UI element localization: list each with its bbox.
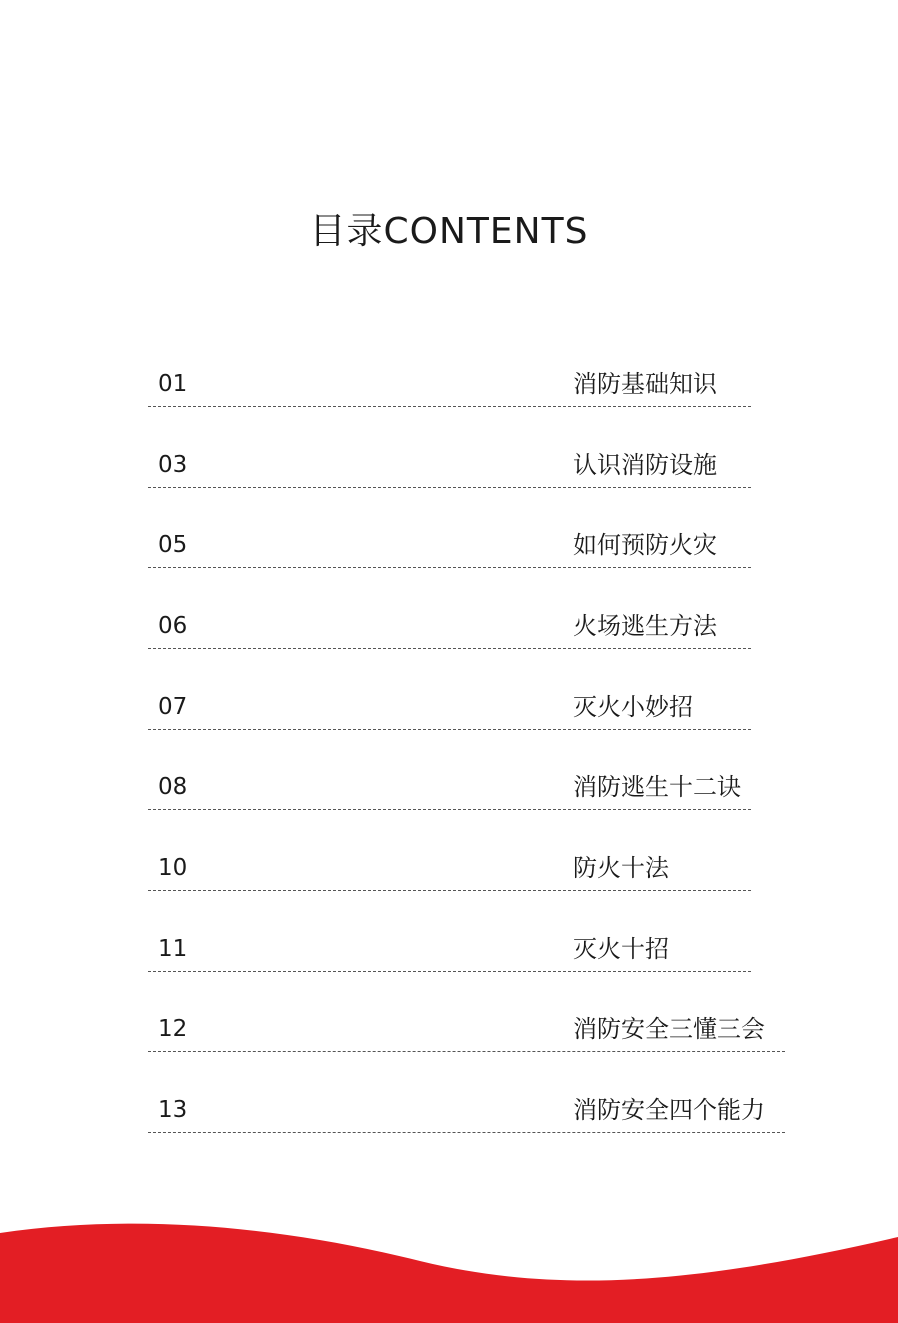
page-title: 目录CONTENTS <box>309 211 589 252</box>
dashed-divider <box>148 648 751 649</box>
dashed-divider <box>148 971 751 972</box>
toc-page-number: 03 <box>158 452 188 478</box>
toc-page-number: 07 <box>158 694 188 720</box>
toc-entry[interactable] <box>148 1095 785 1139</box>
dashed-divider <box>148 890 751 891</box>
toc-entry[interactable] <box>148 934 751 978</box>
dashed-divider <box>148 729 751 730</box>
toc-entry[interactable] <box>148 611 751 655</box>
dashed-divider <box>148 406 751 407</box>
toc-entry[interactable] <box>148 853 751 897</box>
wave-shape <box>0 1224 898 1323</box>
toc-entry-title: 火场逃生方法 <box>573 612 717 640</box>
toc-page-number: 11 <box>158 936 188 962</box>
toc-page-number: 08 <box>158 774 188 800</box>
toc-entry[interactable] <box>148 1014 785 1058</box>
toc-entry[interactable] <box>148 369 751 413</box>
toc-entry-title: 消防基础知识 <box>573 370 717 398</box>
toc-entry-title: 灭火十招 <box>573 935 669 963</box>
toc-entry[interactable] <box>148 692 751 736</box>
dashed-divider <box>148 487 751 488</box>
dashed-divider <box>148 1051 785 1052</box>
toc-entry-title: 如何预防火灾 <box>573 531 717 559</box>
toc-entry-title: 消防安全三懂三会 <box>573 1015 765 1043</box>
toc-page-number: 01 <box>158 371 188 397</box>
toc-entry-title: 防火十法 <box>573 854 669 882</box>
dashed-divider <box>148 809 751 810</box>
toc-entry-title: 认识消防设施 <box>573 451 717 479</box>
toc-page-number: 13 <box>158 1097 188 1123</box>
toc-page-number: 05 <box>158 532 188 558</box>
toc-entry-title: 消防安全四个能力 <box>573 1096 765 1124</box>
red-wave-decoration <box>0 1213 898 1323</box>
toc-entry-title: 消防逃生十二诀 <box>573 773 741 801</box>
dashed-divider <box>148 1132 785 1133</box>
toc-entry[interactable] <box>148 450 751 494</box>
toc-entry[interactable] <box>148 530 751 574</box>
toc-entry-title: 灭火小妙招 <box>573 693 693 721</box>
toc-page-number: 12 <box>158 1016 188 1042</box>
toc-page-number: 10 <box>158 855 188 881</box>
toc-page-number: 06 <box>158 613 188 639</box>
toc-entry[interactable] <box>148 772 751 816</box>
dashed-divider <box>148 567 751 568</box>
